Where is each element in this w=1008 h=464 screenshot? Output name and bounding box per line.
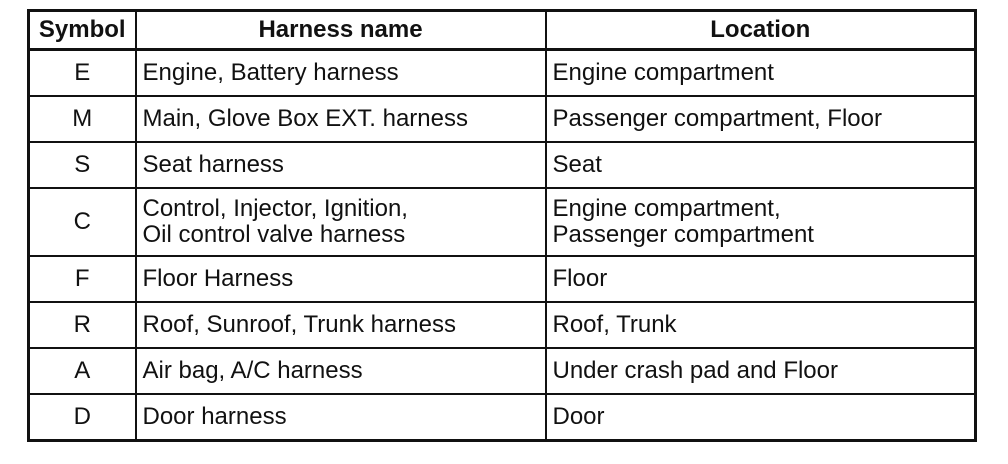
header-row [29,11,976,50]
table-header [29,11,976,50]
table-row [29,142,976,188]
harness-name-line: Main, Glove Box EXT. harness [142,105,468,132]
location-line: Seat [552,151,602,178]
harness-table [27,9,977,442]
harness-name-line: Air bag, A/C harness [142,357,363,384]
cell-harness-name [136,188,546,256]
cell-symbol: E [29,50,136,97]
table-row [29,96,976,142]
harness-name-line: Roof, Sunroof, Trunk harness [142,311,456,338]
harness-name-line: Floor Harness [142,265,294,292]
header-location: Location [546,11,976,50]
cell-location [546,96,976,142]
cell-location [546,188,976,256]
cell-symbol: C [29,188,136,256]
cell-harness-name [136,142,546,188]
cell-harness-name [136,50,546,97]
harness-name-line: Oil control valve harness [142,221,406,248]
table-row [29,188,976,256]
location-line: Floor [552,265,608,292]
location-line: Engine compartment [552,59,774,86]
location-line: Door [552,403,605,430]
cell-symbol: M [29,96,136,142]
location-line: Passenger compartment, Floor [552,105,882,132]
cell-harness-name [136,348,546,394]
cell-location [546,302,976,348]
header-harness-name: Harness name [136,11,546,50]
table-row [29,348,976,394]
cell-symbol: F [29,256,136,302]
location-line: Engine compartment, [552,195,781,222]
harness-name-line: Door harness [142,403,287,430]
location-line: Passenger compartment [552,221,814,248]
cell-symbol: S [29,142,136,188]
cell-symbol: R [29,302,136,348]
cell-harness-name [136,394,546,441]
cell-location [546,394,976,441]
location-line: Roof, Trunk [552,311,677,338]
table-row [29,302,976,348]
cell-symbol: A [29,348,136,394]
harness-name-line: Engine, Battery harness [142,59,399,86]
table-row [29,256,976,302]
cell-location [546,348,976,394]
cell-harness-name [136,96,546,142]
harness-name-line: Control, Injector, Ignition, [142,195,408,222]
harness-name-line: Seat harness [142,151,284,178]
cell-harness-name [136,302,546,348]
header-symbol: Symbol [29,11,136,50]
table-body [29,50,976,441]
location-line: Under crash pad and Floor [552,357,838,384]
table-row [29,50,976,97]
cell-location [546,256,976,302]
cell-location [546,142,976,188]
cell-symbol: D [29,394,136,441]
cell-harness-name [136,256,546,302]
cell-location [546,50,976,97]
table-row [29,394,976,441]
